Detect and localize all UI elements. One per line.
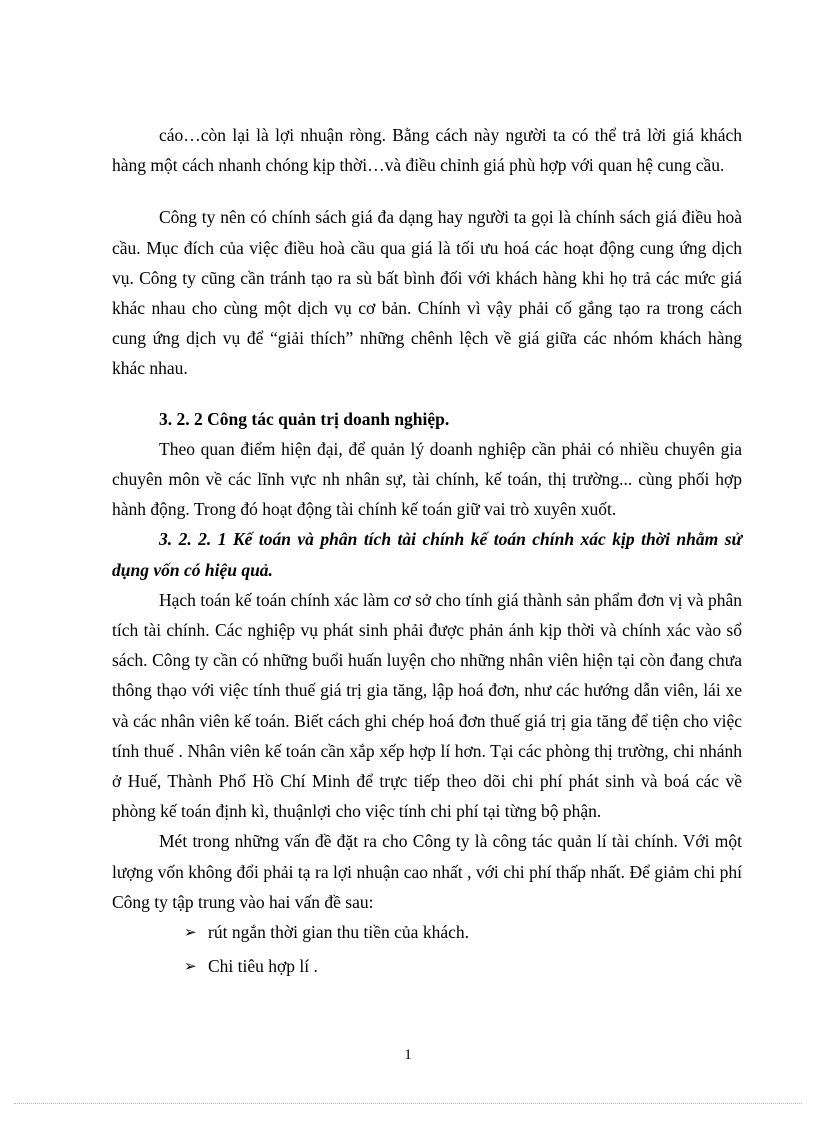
paragraph-financial-management: Mét trong những vấn đề đặt ra cho Công ty là công tác quản lí tài chính. Với một lượng vốn không đổi phải tạ ra lợi nhuận cao nhất , với chi phí thấp nhất. Để giảm chi phí Công ty tập trung vào hai vấn đề sau: xyxy=(112,831,742,912)
list-item xyxy=(184,917,742,947)
list-item-text: rút ngắn thời gian thu tiền của khách. xyxy=(208,922,469,943)
page-number: 1 xyxy=(404,1047,412,1063)
page-body xyxy=(112,120,742,985)
paragraph-management-view: Theo quan điểm hiện đại, để quản lý doanh nghiệp cần phải có nhiều chuyên gia chuyên môn về các lĩnh vực nh nhân sự, tài chính, kế toán, thị trường... cùng phối hợp hành động. Trong đó hoạt động tài chính kế toán giữ vai trò xuyên xuốt. xyxy=(112,438,742,520)
section-heading-3-2-2: 3. 2. 2 Công tác quản trị doanh nghiệp. xyxy=(159,408,450,429)
paragraph-accounting: Hạch toán kế toán chính xác làm cơ sở cho tính giá thành sản phẩm đơn vị và phân tích tài chính. Các nghiệp vụ phát sinh phải được phản ánh kịp thời và chính xác vào sổ sách. Công ty cần có những buổi huấn luyện cho những nhân viên hiện tại còn đang chưa thông thạo với việc tính thuế giá trị gia tăng, lập hoá đơn, như các hướng dẫn viên, lái xe và các nhân viên kế toán. Biết cách ghi chép hoá đơn thuế giá trị gia tăng để tiện cho việc tính thuế . Nhân viên kế toán cần xắp xếp hợp lí hơn. Tại các phòng thị trường, chi nhánh ở Huế, Thành Phố Hồ Chí Minh để trực tiếp theo dõi chi phí phát sinh và boá các về phòng kế toán định kì, thuậnlợi cho việc tính chi phí tại từng bộ phận. xyxy=(112,589,742,822)
spacer xyxy=(112,180,742,202)
paragraph-pricing-conclusion: cáo…còn lại là lợi nhuận ròng. Bằng cách này người ta có thể trả lời giá khách hàng một cách nhanh chóng kịp thời…và điều chỉnh giá phù hợp với quan hệ cung cầu. xyxy=(112,125,742,176)
paragraph-price-policy: Công ty nên có chính sách giá đa dạng hay người ta gọi là chính sách giá điều hoà cầu. Mục đích của việc điều hoà cầu qua giá là tối ưu hoá các hoạt động cung ứng dịch vụ. Công ty cũng cần tránh tạo ra sù bất bình đối với khách hàng khi họ trả các mức giá khác nhau cho cùng một dịch vụ cơ bản. Chính vì vậy phải cố gắng tạo ra trong cách cung ứng dịch vụ để “giải thích” những chênh lệch về giá giữa các nhóm khách hàng khác nhau. xyxy=(112,207,742,379)
spacer xyxy=(112,384,742,404)
list-item-text: Chi tiêu hợp lí . xyxy=(208,956,318,977)
subsection-heading-3-2-2-1: 3. 2. 2. 1 Kế toán và phân tích tài chính kế toán chính xác kịp thời nhằm sử dụng vốn có hiệu quả. xyxy=(112,529,742,580)
arrow-bullet-icon: ➢ xyxy=(184,923,197,942)
page-bottom-divider xyxy=(14,1103,802,1104)
cost-reduction-list xyxy=(112,917,742,981)
arrow-bullet-icon: ➢ xyxy=(184,957,197,976)
list-item xyxy=(184,951,742,981)
